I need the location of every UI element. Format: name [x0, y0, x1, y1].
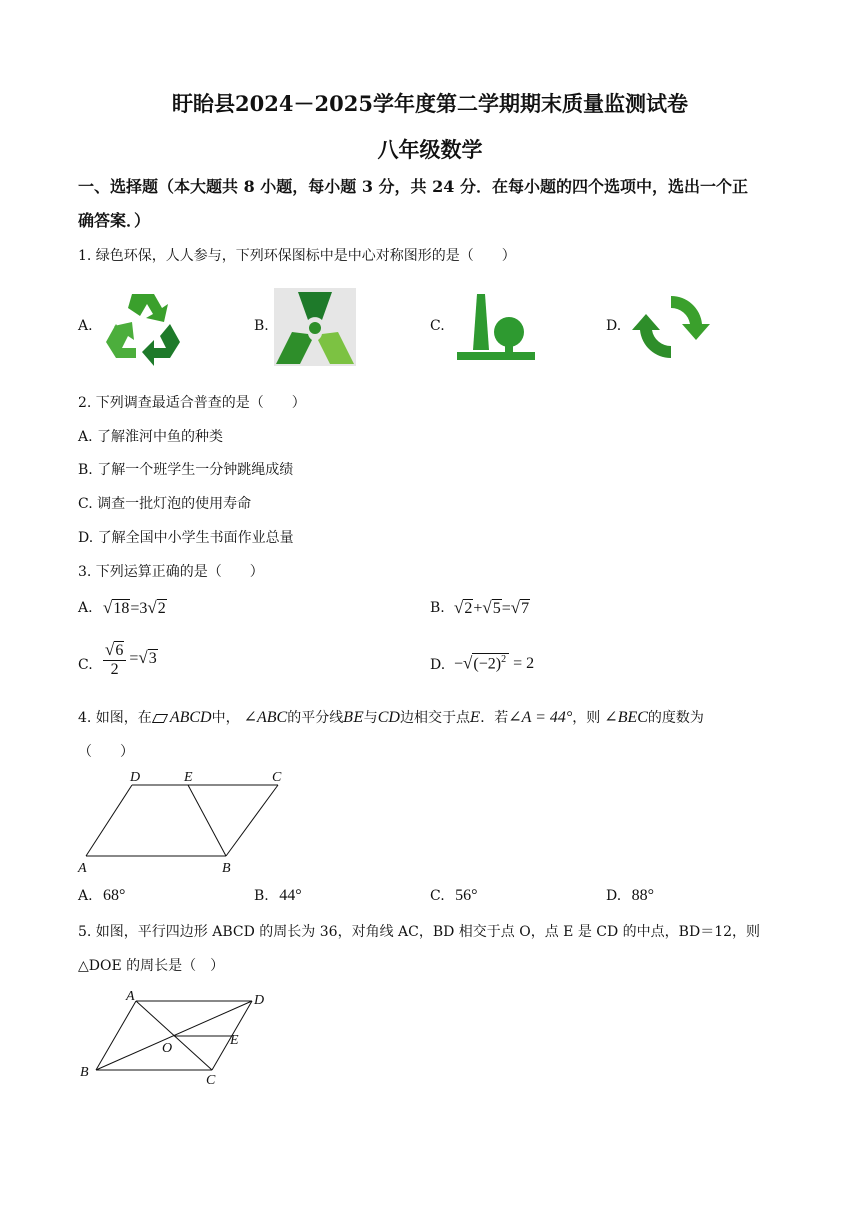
q4-condition: ∠A = 44°: [508, 709, 573, 726]
q5-label-b: B: [80, 1065, 89, 1080]
radicand: 3: [148, 650, 157, 668]
q2-option-d: D. 了解全国中小学生书面作业总量: [78, 530, 294, 546]
q2-option-b: B. 了解一个班学生一分钟跳绳成绩: [78, 462, 294, 478]
q3-option-a-label: A.: [78, 600, 93, 616]
q1-option-d-label: D.: [606, 318, 622, 334]
q4-angle-bec: ∠BEC: [604, 709, 648, 726]
fraction: $\frac{√6}{2}$: [103, 640, 126, 679]
q4-stem-text: 的度数为: [647, 710, 704, 726]
q3-option-d-label: D.: [430, 657, 446, 673]
radicand: 2: [464, 600, 473, 617]
equals-text: =: [501, 600, 511, 617]
radicand: (−2): [473, 655, 502, 673]
q4-parallelogram-figure: [72, 764, 302, 876]
q3-option-a-expr: √18=3√2: [103, 598, 166, 617]
radicand: 6: [115, 642, 124, 659]
tree-icon: [455, 288, 537, 366]
q4-option-a: [78, 887, 125, 905]
q4-option-c-label: C.: [430, 888, 445, 904]
q2-option-a: A. 了解淮河中鱼的种类: [78, 429, 224, 445]
radicand: 5: [492, 600, 501, 617]
q4-stem-text: ．若: [480, 710, 509, 726]
q4-stem-text: 的平分线: [287, 710, 344, 726]
radicand: 2: [157, 600, 166, 617]
plus-sign: +: [473, 600, 483, 617]
exam-subtitle: 八年级数学: [377, 137, 483, 162]
q2-stem: 2. 下列调查最适合普查的是（ ）: [78, 395, 306, 411]
q4-stem-text: 中，: [211, 710, 240, 726]
q4-label-b: B: [222, 861, 231, 876]
q1-option-b-label: B.: [254, 318, 269, 334]
q4-option-c: [430, 887, 478, 905]
q1-option-a-label: A.: [78, 318, 93, 334]
q2-option-c: C. 调查一批灯泡的使用寿命: [78, 496, 252, 512]
q5-stem-line2: △DOE 的周长是（ ）: [78, 958, 225, 974]
q4-stem-text: 4. 如图，在: [78, 710, 152, 726]
q4-option-d-value: 88°: [631, 887, 655, 904]
radicand: 18: [113, 600, 130, 617]
section-heading-line1: 一、选择题（本大题共 8 小题，每小题 3 分，共 24 分．在每小题的四个选项中，选出一个正: [78, 177, 748, 196]
q4-stem-text: 与: [363, 710, 378, 726]
q4-stem-text: 边相交于点: [399, 710, 470, 726]
q1-stem: 1. 绿色环保，人人参与，下列环保图标中是中心对称图形的是（ ）: [78, 248, 516, 264]
denominator: 2: [110, 661, 119, 678]
q4-option-b-label: B.: [254, 888, 269, 904]
circular-arrows-icon: [630, 288, 712, 366]
q4-angle-abc: ∠ABC: [243, 709, 288, 726]
q4-option-b: [254, 887, 302, 905]
parallelogram-symbol-icon: [152, 714, 168, 723]
q4-option-d-label: D.: [606, 888, 622, 904]
q4-segment-be: BE: [343, 710, 364, 726]
equals-text: = 2: [513, 655, 535, 673]
q4-stem: [78, 707, 704, 727]
q4-segment-cd: CD: [377, 709, 400, 726]
q4-answer-paren: （ ）: [78, 744, 134, 760]
q4-label-a: A: [78, 861, 87, 876]
q3-option-b-expr: √2+√5=√7: [454, 598, 530, 617]
q4-label-e: E: [184, 770, 193, 785]
q5-parallelogram-figure: [72, 986, 282, 1090]
q5-label-e: E: [230, 1033, 239, 1048]
q4-option-c-value: 56°: [455, 887, 478, 904]
equals-text: =3: [130, 600, 148, 617]
recycle-icon: [102, 288, 184, 366]
section-heading: [78, 170, 788, 238]
q3-stem: 3. 下列运算正确的是（ ）: [78, 564, 264, 580]
q4-option-d: [606, 887, 654, 905]
q4-option-a-label: A.: [78, 888, 93, 904]
q3-option-d-expr: $-√(-2)^2 = 2$: [454, 653, 535, 673]
q4-label-d: D: [130, 770, 141, 785]
q5-stem-line1: 5. 如图，平行四边形 ABCD 的周长为 36，对角线 AC，BD 相交于点 O，点 E 是 CD 的中点，BD＝12，则: [78, 924, 761, 940]
q5-label-d: D: [254, 993, 265, 1008]
q4-label-c: C: [272, 770, 282, 785]
q5-label-o: O: [162, 1041, 173, 1056]
q4-figure-name: ABCD: [169, 709, 212, 726]
q5-label-c: C: [206, 1073, 216, 1088]
q4-stem-text: ，则: [572, 710, 601, 726]
equals-text: =: [129, 650, 139, 668]
minus-sign: −: [454, 655, 464, 673]
radicand: 7: [521, 600, 530, 617]
q3-option-c-expr: $\frac{√6}{2}$ =√3: [105, 640, 157, 678]
q4-option-a-value: 68°: [103, 887, 126, 904]
exam-title: 盱眙县2024－2025学年度第二学期期末质量监测试卷: [172, 91, 688, 116]
q3-option-b-label: B.: [430, 600, 445, 616]
q3-option-c-label: C.: [78, 657, 93, 673]
q4-point-e: E: [469, 710, 481, 726]
radiation-icon: [274, 288, 356, 366]
exponent: 2: [501, 654, 507, 665]
q1-option-c-label: C.: [430, 318, 445, 334]
q5-label-a: A: [126, 989, 135, 1004]
section-heading-line2: 确答案．）: [78, 211, 151, 230]
q4-option-b-value: 44°: [279, 887, 302, 904]
